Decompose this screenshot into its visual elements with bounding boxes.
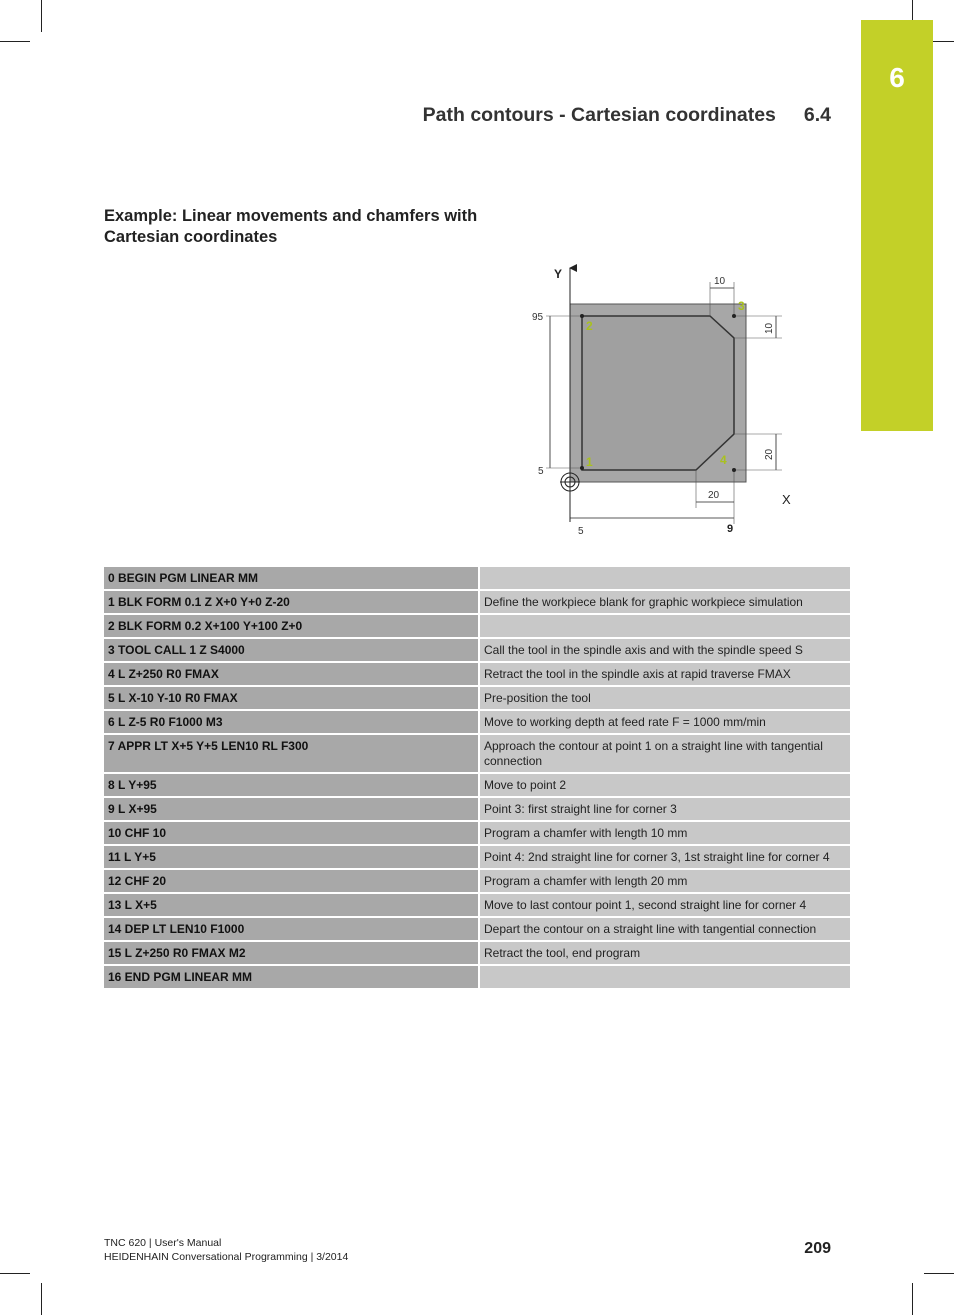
nc-block: 9 L X+95 [104,797,479,821]
dim-label-x5: 5 [578,526,584,537]
nc-block: 11 L Y+5 [104,845,479,869]
dim-label-95: 95 [532,312,544,323]
table-row [104,710,850,734]
dim-label-x95: 9 [727,523,734,535]
contour-point-2 [580,314,584,318]
nc-block-description: Pre-position the tool [479,686,850,710]
nc-block: 12 CHF 20 [104,869,479,893]
nc-block-description: Program a chamfer with length 10 mm [479,821,850,845]
contour-point-1 [580,466,584,470]
nc-block-description: Approach the contour at point 1 on a straight line with tangential connection [479,734,850,773]
section-title-line: Example: Linear movements and chamfers with [104,207,478,225]
program-table [104,567,850,990]
point-label-4: 4 [720,453,727,467]
nc-block-description [479,614,850,638]
nc-block-description: Define the workpiece blank for graphic workpiece simulation [479,590,850,614]
nc-block-description: Point 4: 2nd straight line for corner 3, 1st straight line for corner 4 [479,845,850,869]
dim-label-20-right: 20 [764,448,775,460]
x-axis-label: X [782,492,791,507]
dim-label-20-bottom: 20 [708,490,720,501]
section-title [104,206,524,248]
contour-point-3 [732,314,736,318]
table-row [104,567,850,590]
nc-block: 1 BLK FORM 0.1 Z X+0 Y+0 Z-20 [104,590,479,614]
table-row [104,797,850,821]
contour-drawing [520,262,820,542]
nc-block: 4 L Z+250 R0 FMAX [104,662,479,686]
crop-mark [0,41,30,42]
running-head [300,104,831,127]
nc-block: 8 L Y+95 [104,773,479,797]
nc-block-description: Move to last contour point 1, second straight line for corner 4 [479,893,850,917]
table-row [104,941,850,965]
dim-label-10-top: 10 [714,276,726,287]
point-label-1: 1 [586,455,593,469]
table-row [104,869,850,893]
crop-mark [0,1273,30,1274]
table-row [104,686,850,710]
table-row [104,734,850,773]
nc-block: 0 BEGIN PGM LINEAR MM [104,567,479,590]
nc-block: 3 TOOL CALL 1 Z S4000 [104,638,479,662]
section-title-line: Cartesian coordinates [104,228,278,246]
dim-label-5: 5 [538,466,544,477]
table-row [104,662,850,686]
table-row [104,917,850,941]
footer-line: TNC 620 | User's Manual [104,1237,222,1249]
nc-block-description [479,567,850,590]
nc-block: 15 L Z+250 R0 FMAX M2 [104,941,479,965]
nc-block-description: Move to point 2 [479,773,850,797]
nc-block: 6 L Z-5 R0 F1000 M3 [104,710,479,734]
nc-block: 7 APPR LT X+5 Y+5 LEN10 RL F300 [104,734,479,773]
table-row [104,773,850,797]
nc-block-description: Move to working depth at feed rate F = 1000 mm/min [479,710,850,734]
table-row [104,965,850,989]
chapter-tab [861,20,933,431]
crop-mark [912,0,913,20]
nc-block: 10 CHF 10 [104,821,479,845]
dim-label-10-right: 10 [764,322,775,334]
nc-block-description: Depart the contour on a straight line with tangential connection [479,917,850,941]
table-row [104,590,850,614]
nc-block: 16 END PGM LINEAR MM [104,965,479,989]
table-row [104,893,850,917]
crop-mark [41,0,42,32]
nc-block-description: Point 3: first straight line for corner 3 [479,797,850,821]
table-row [104,638,850,662]
running-head-title: Path contours - Cartesian coordinates [422,104,776,126]
footer-line: HEIDENHAIN Conversational Programming | 3/2014 [104,1251,349,1263]
page-number: 209 [804,1240,831,1257]
crop-mark [41,1283,42,1315]
crop-mark [912,1283,913,1315]
chapter-number: 6 [889,62,905,93]
nc-block-description: Program a chamfer with length 20 mm [479,869,850,893]
nc-block: 5 L X-10 Y-10 R0 FMAX [104,686,479,710]
point-label-3: 3 [738,299,745,313]
nc-block-description [479,965,850,989]
y-axis-label: Y [554,267,563,281]
workpiece-contour [582,316,734,470]
crop-mark [924,1273,954,1274]
contour-point-4 [732,468,736,472]
running-head-section: 6.4 [803,104,831,126]
table-row [104,821,850,845]
table-row [104,614,850,638]
nc-block: 14 DEP LT LEN10 F1000 [104,917,479,941]
footer [104,1236,348,1264]
nc-block: 2 BLK FORM 0.2 X+100 Y+100 Z+0 [104,614,479,638]
table-row [104,845,850,869]
nc-block-description: Retract the tool, end program [479,941,850,965]
nc-block-description: Retract the tool in the spindle axis at rapid traverse FMAX [479,662,850,686]
nc-block-description: Call the tool in the spindle axis and with the spindle speed S [479,638,850,662]
point-label-2: 2 [586,319,593,333]
nc-block: 13 L X+5 [104,893,479,917]
